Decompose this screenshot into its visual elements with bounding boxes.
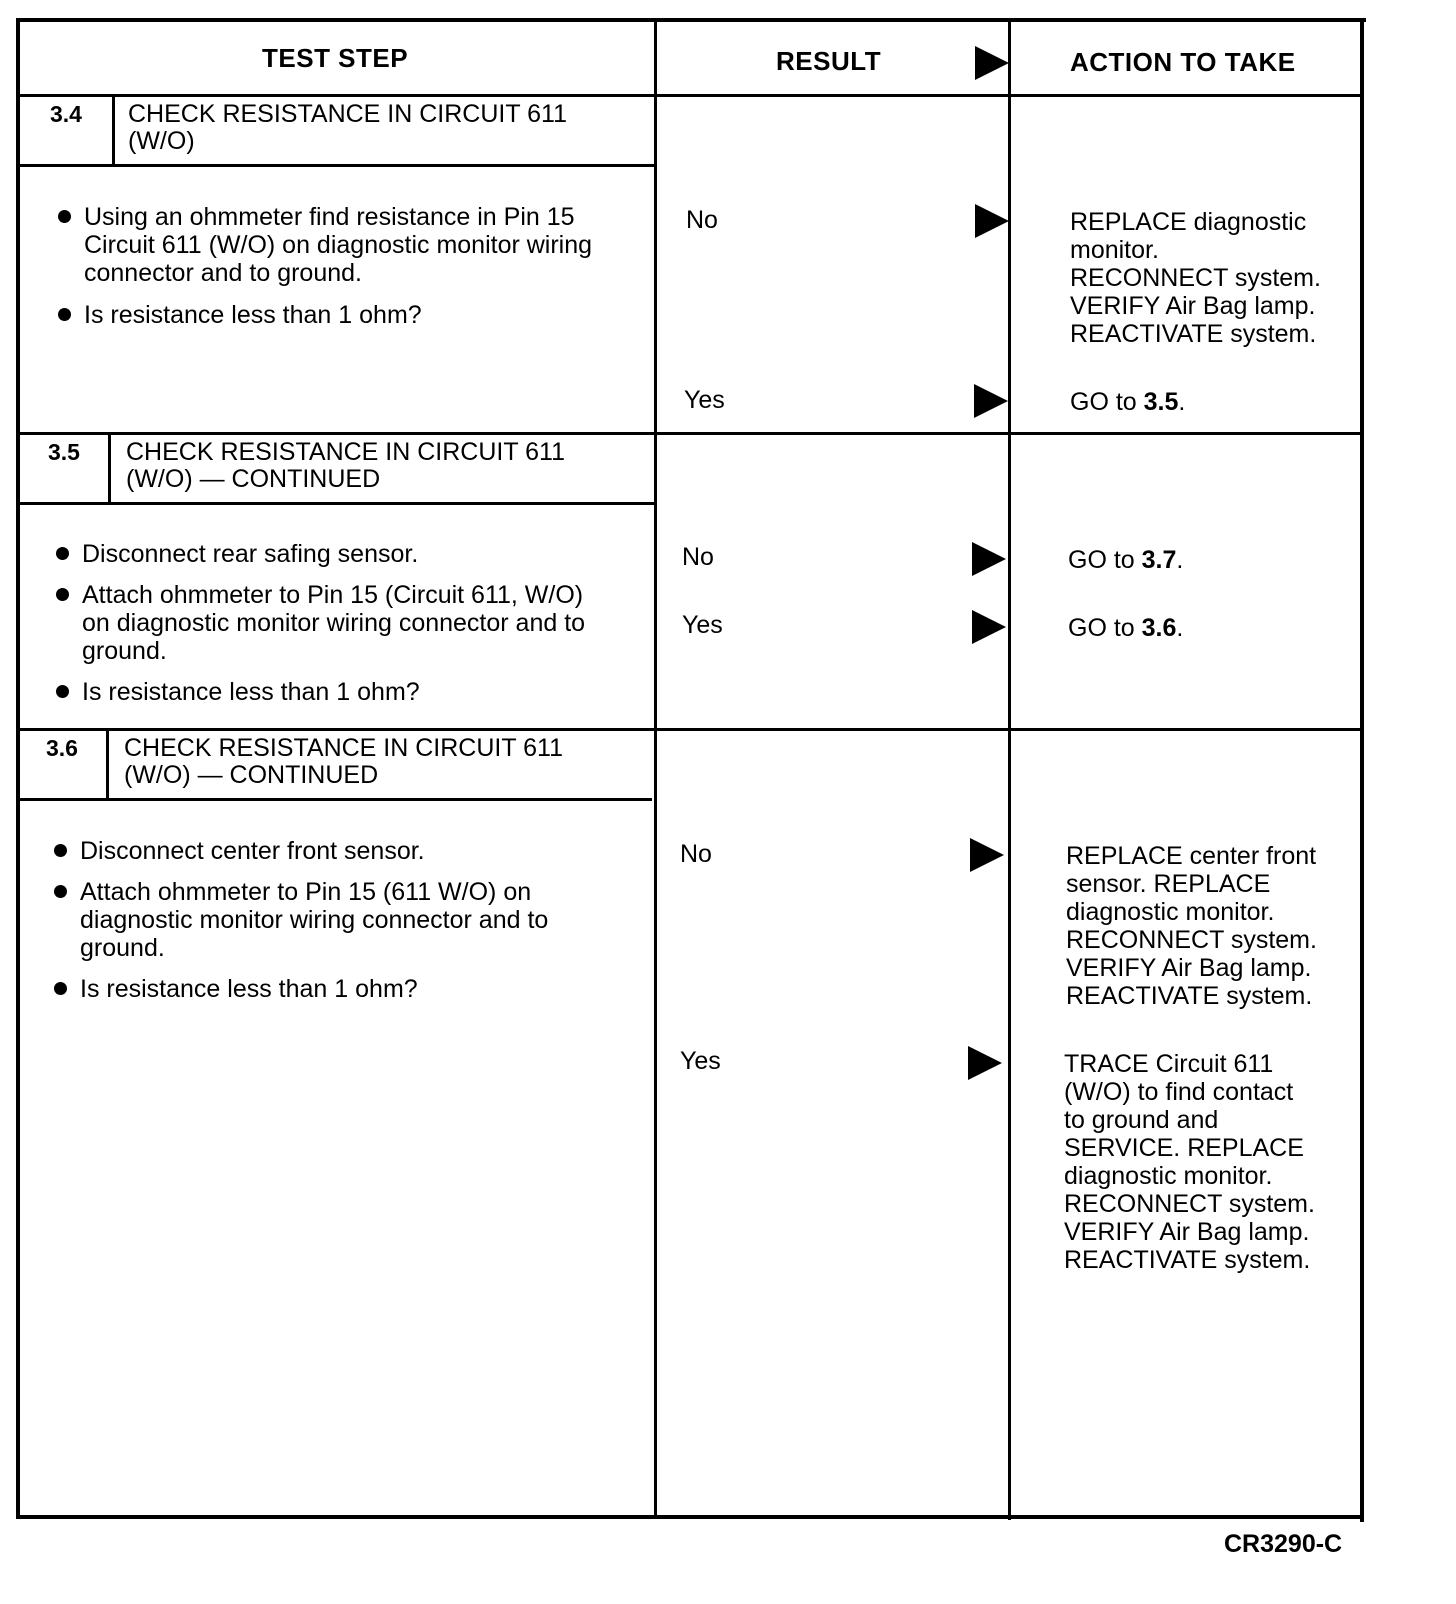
right-triangle-icon <box>975 204 1009 238</box>
step-number: 3.6 <box>46 735 78 761</box>
action-line: TRACE Circuit 611 <box>1064 1050 1274 1078</box>
right-triangle-icon <box>970 838 1004 872</box>
action-line: REPLACE center front <box>1066 842 1317 870</box>
bullet-icon <box>56 685 69 698</box>
result-label-yes: Yes <box>684 386 725 414</box>
right-triangle-icon <box>972 610 1006 644</box>
action-line: REPLACE diagnostic <box>1070 208 1307 236</box>
step-number: 3.5 <box>48 439 80 465</box>
action-line: RECONNECT system. <box>1066 926 1317 954</box>
step-instruction-line: Is resistance less than 1 ohm? <box>80 975 418 1003</box>
table-border-left <box>16 20 20 1518</box>
step-3-5-top-rule <box>16 432 1364 435</box>
table-border-right <box>1360 20 1364 1522</box>
column-divider-result-action <box>1008 20 1011 1520</box>
action-line: REACTIVATE system. <box>1064 1246 1311 1274</box>
step-title-line: CHECK RESISTANCE IN CIRCUIT 611 <box>128 100 567 128</box>
step-title-line: CHECK RESISTANCE IN CIRCUIT 611 <box>124 734 563 762</box>
step-3-6-number-divider <box>106 730 109 800</box>
table-border-bottom <box>16 1515 1364 1519</box>
step-reference-link[interactable]: 3.5 <box>1143 388 1179 416</box>
step-instruction-line: Disconnect center front sensor. <box>80 837 425 865</box>
bullet-icon <box>54 885 67 898</box>
bullet-icon <box>54 982 67 995</box>
action-goto-prefix: GO to <box>1068 546 1142 574</box>
step-instruction-line: Circuit 611 (W/O) on diagnostic monitor wiring <box>84 231 593 259</box>
header-action-to-take: ACTION TO TAKE <box>1070 47 1296 77</box>
action-line: SERVICE. REPLACE <box>1064 1134 1304 1162</box>
action-goto-suffix: . <box>1178 388 1186 416</box>
step-instruction-line: ground. <box>82 637 167 665</box>
action-goto-suffix: . <box>1176 614 1184 642</box>
action-line: VERIFY Air Bag lamp. <box>1070 292 1316 320</box>
action-line: diagnostic monitor. <box>1064 1162 1273 1190</box>
action-line: sensor. REPLACE <box>1066 870 1271 898</box>
action-line: VERIFY Air Bag lamp. <box>1066 954 1312 982</box>
step-3-5-number-divider <box>108 434 111 504</box>
step-instruction-line: Is resistance less than 1 ohm? <box>82 678 420 706</box>
bullet-icon <box>58 210 71 223</box>
step-instruction-line: Attach ohmmeter to Pin 15 (611 W/O) on <box>80 878 532 906</box>
step-3-6-title-bottom <box>16 798 652 801</box>
result-label-no: No <box>686 206 718 234</box>
step-3-4-number-divider <box>112 96 115 166</box>
header-test-step: TEST STEP <box>262 43 409 73</box>
step-reference-link[interactable]: 3.7 <box>1141 546 1177 574</box>
result-label-no: No <box>682 543 714 571</box>
bullet-icon <box>56 588 69 601</box>
header-bottom-rule <box>16 94 1364 97</box>
bullet-icon <box>56 547 69 560</box>
bullet-icon <box>54 844 67 857</box>
table-border-top <box>16 18 1366 22</box>
action-line: RECONNECT system. <box>1070 264 1321 292</box>
action-goto-suffix: . <box>1176 546 1184 574</box>
result-label-no: No <box>680 840 712 868</box>
header-right-triangle-icon <box>975 46 1009 80</box>
right-triangle-icon <box>968 1046 1002 1080</box>
figure-code: CR3290-C <box>1224 1530 1343 1558</box>
action-line: RECONNECT system. <box>1064 1190 1315 1218</box>
action-goto <box>1068 614 1183 642</box>
step-instruction-line: connector and to ground. <box>84 259 362 287</box>
step-instruction-line: diagnostic monitor wiring connector and to <box>80 906 549 934</box>
result-label-yes: Yes <box>680 1047 721 1075</box>
step-instruction-line: Using an ohmmeter find resistance in Pin 15 <box>84 203 575 231</box>
header-result: RESULT <box>776 46 882 76</box>
action-line: diagnostic monitor. <box>1066 898 1275 926</box>
right-triangle-icon <box>972 542 1006 576</box>
action-goto-prefix: GO to <box>1070 388 1144 416</box>
step-title-line: CHECK RESISTANCE IN CIRCUIT 611 <box>126 438 565 466</box>
action-line: REACTIVATE system. <box>1066 982 1313 1010</box>
step-instruction-line: Attach ohmmeter to Pin 15 (Circuit 611, W/O) <box>82 581 584 609</box>
right-triangle-icon <box>974 384 1008 418</box>
step-3-5-title-bottom <box>16 502 654 505</box>
column-divider-test-result <box>654 20 657 1518</box>
action-line: monitor. <box>1070 236 1159 264</box>
action-goto-prefix: GO to <box>1068 614 1142 642</box>
action-goto <box>1068 546 1183 574</box>
action-line: VERIFY Air Bag lamp. <box>1064 1218 1310 1246</box>
step-instruction-line: Disconnect rear safing sensor. <box>82 540 419 568</box>
step-title-line: (W/O) — CONTINUED <box>124 761 379 789</box>
bullet-icon <box>58 308 71 321</box>
step-number: 3.4 <box>50 101 82 127</box>
step-reference-link[interactable]: 3.6 <box>1141 614 1177 642</box>
step-title-line: (W/O) — CONTINUED <box>126 465 381 493</box>
result-label-yes: Yes <box>682 611 723 639</box>
step-3-6-top-rule <box>16 728 1364 731</box>
action-line: (W/O) to find contact <box>1064 1078 1294 1106</box>
action-line: REACTIVATE system. <box>1070 320 1317 348</box>
step-instruction-line: on diagnostic monitor wiring connector and to <box>82 609 586 637</box>
action-line: to ground and <box>1064 1106 1219 1134</box>
step-instruction-line: Is resistance less than 1 ohm? <box>84 301 422 329</box>
step-instruction-line: ground. <box>80 934 165 962</box>
action-goto <box>1070 388 1185 416</box>
step-title-line: (W/O) <box>128 127 195 155</box>
